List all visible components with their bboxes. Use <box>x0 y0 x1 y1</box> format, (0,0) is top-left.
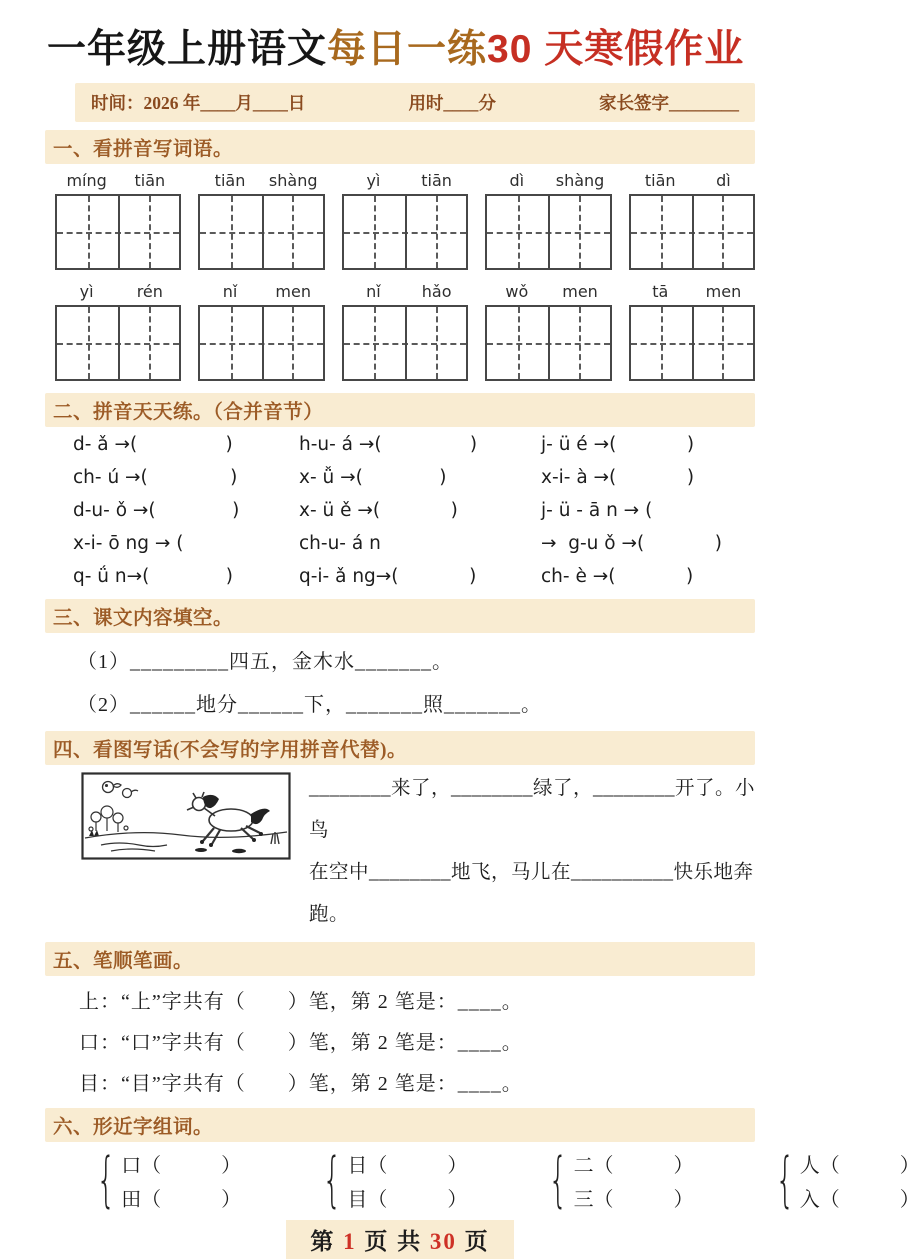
syllable-merge-item: x-i- à →( ) <box>541 466 695 488</box>
fill-blank-line: （2）______地分______下，_______照_______。 <box>77 693 542 716</box>
pinyin-labels <box>198 171 324 190</box>
grid-guide-line <box>518 307 520 379</box>
stroke-order-line: 口：“口”字共有（ ）笔，第 2 笔是：____。 <box>79 1031 523 1054</box>
pinyin-grid-row <box>55 171 755 270</box>
pinyin-word-group <box>55 171 181 270</box>
pinyin-grid-area <box>45 171 755 381</box>
pinyin-labels <box>485 282 611 301</box>
similar-char-row: 田（ ） <box>121 1188 242 1211</box>
pinyin-word-group <box>198 171 324 270</box>
page-title <box>47 28 755 73</box>
section-4-heading: 四、看图写话(不会写的字用拼音代替)。 <box>45 731 755 765</box>
syllable-merge-row <box>73 434 755 455</box>
section-similar-chars <box>45 1108 920 1215</box>
similar-char-row: 入（ ） <box>799 1188 920 1211</box>
pinyin-word-group <box>342 171 468 270</box>
pinyin-syllable: shàng <box>555 170 605 190</box>
writing-grid <box>629 305 755 381</box>
grid-guide-line <box>374 196 376 268</box>
stroke-order-line: 目：“目”字共有（ ）笔，第 2 笔是：____。 <box>79 1072 523 1095</box>
syllable-merge-item: ch-u- á n <box>299 532 381 554</box>
pinyin-syllable: tā <box>652 281 669 301</box>
similar-char-row: 二（ ） <box>573 1154 694 1177</box>
pinyin-labels <box>629 171 755 190</box>
pinyin-word-group <box>485 171 611 270</box>
picture-writing-line: 在空中________地飞，马儿在__________快乐地奔跑。 <box>309 861 754 925</box>
brace: { <box>96 1144 116 1215</box>
similar-char-column <box>121 1149 241 1212</box>
date-field: 时间：2026 年____月____日 <box>91 92 306 113</box>
grid-guide-line <box>405 196 407 268</box>
section-picture-writing <box>45 731 755 936</box>
syllable-merge-item: d- ǎ →( ) <box>73 433 233 455</box>
similar-char-column <box>800 1149 920 1212</box>
pinyin-syllable: men <box>275 281 311 301</box>
grid-guide-line <box>292 196 294 268</box>
grid-guide-line <box>661 196 663 268</box>
grid-guide-line <box>292 307 294 379</box>
pinyin-syllable: yì <box>366 170 381 190</box>
section-text-fill <box>45 599 755 717</box>
pinyin-syllable: nǐ <box>366 281 381 301</box>
similar-char-column <box>347 1149 467 1212</box>
grid-guide-line <box>722 196 724 268</box>
pinyin-syllable: wǒ <box>505 281 529 301</box>
fill-blank-line: （1）_________四五，金木水_______。 <box>77 650 453 673</box>
writing-grid <box>485 194 611 270</box>
syllable-merge-item: q- ǘ n→( ) <box>73 565 234 587</box>
pinyin-syllable: dì <box>716 170 731 190</box>
syllable-merge-row <box>73 533 755 554</box>
title-daily-part: 每日一练 <box>327 28 488 71</box>
grid-guide-line <box>88 307 90 379</box>
pinyin-labels <box>55 282 181 301</box>
grid-guide-line <box>436 196 438 268</box>
footer-text: 页 <box>456 1228 490 1254</box>
pinyin-syllable: míng <box>66 170 107 190</box>
pinyin-syllable: tiān <box>214 170 246 190</box>
syllable-merge-row <box>73 566 755 587</box>
pinyin-syllable: yì <box>79 281 94 301</box>
grid-guide-line <box>231 196 233 268</box>
grid-guide-line <box>548 196 550 268</box>
similar-char-group <box>87 1144 242 1215</box>
total-page-number: 30 <box>429 1228 457 1254</box>
pinyin-syllable: nǐ <box>222 281 238 301</box>
pinyin-grid-row <box>55 282 755 381</box>
picture-writing-line: ________来了，________绿了，________开了。小鸟 <box>309 777 756 841</box>
grid-guide-line <box>374 307 376 379</box>
grid-guide-line <box>149 307 151 379</box>
grid-guide-line <box>436 307 438 379</box>
grid-guide-line <box>579 196 581 268</box>
section-1-heading: 一、看拼音写词语。 <box>45 130 755 164</box>
fill-blank-area <box>45 645 755 717</box>
syllable-merge-row <box>73 500 755 521</box>
grid-guide-line <box>518 196 520 268</box>
horse-meadow-illustration <box>81 772 291 860</box>
pinyin-syllable: dì <box>509 170 525 190</box>
footer-text: 页 共 <box>356 1228 430 1254</box>
similar-char-column <box>574 1149 694 1212</box>
writing-grid <box>55 194 181 270</box>
writing-grid <box>342 305 468 381</box>
pinyin-labels <box>342 282 468 301</box>
writing-grid <box>198 194 324 270</box>
pinyin-word-group <box>198 282 324 381</box>
pinyin-word-group <box>629 171 755 270</box>
pinyin-syllable: rén <box>136 281 163 301</box>
syllable-merge-item: d-u- ǒ →( ) <box>73 499 240 521</box>
page-footer <box>45 1220 755 1259</box>
syllable-merge-row <box>73 467 755 488</box>
stroke-order-area <box>45 985 755 1096</box>
writing-grid <box>198 305 324 381</box>
pinyin-word-group <box>485 282 611 381</box>
brace: { <box>775 1144 795 1215</box>
grid-guide-line <box>262 307 264 379</box>
similar-char-group <box>766 1144 920 1215</box>
syllable-merge-item: x-i- ō ng → ( <box>73 532 184 554</box>
footer-text: 第 <box>310 1228 344 1254</box>
section-3-heading: 三、课文内容填空。 <box>45 599 755 633</box>
similar-char-row: 三（ ） <box>573 1188 694 1211</box>
syllable-merge-item: x- ü ě →( ) <box>299 499 458 521</box>
writing-grid <box>342 194 468 270</box>
pinyin-labels <box>485 171 611 190</box>
picture-writing-content <box>81 772 755 936</box>
pinyin-word-group <box>342 282 468 381</box>
similar-char-group <box>539 1144 694 1215</box>
grid-guide-line <box>548 307 550 379</box>
brace: { <box>322 1144 342 1215</box>
pinyin-labels <box>342 171 468 190</box>
writing-grid <box>485 305 611 381</box>
pinyin-syllable: shàng <box>268 170 318 190</box>
stroke-order-line: 上：“上”字共有（ ）笔，第 2 笔是：____。 <box>79 990 523 1013</box>
grid-guide-line <box>722 307 724 379</box>
title-grade-part: 一年级上册语文 <box>47 28 328 71</box>
title-holiday-part: 30 天寒假作业 <box>487 28 745 71</box>
section-stroke-order <box>45 942 755 1096</box>
pinyin-syllable: men <box>562 281 598 301</box>
grid-guide-line <box>88 196 90 268</box>
syllable-merge-item: h-u- á →( ) <box>299 433 478 455</box>
section-6-heading: 六、形近字组词。 <box>45 1108 755 1142</box>
syllable-merge-item: ch- è →( ) <box>541 565 694 587</box>
pinyin-syllable: tiān <box>421 170 452 190</box>
writing-grid <box>55 305 181 381</box>
grid-guide-line <box>692 307 694 379</box>
similar-char-row: 日（ ） <box>347 1154 468 1177</box>
pinyin-labels <box>55 171 181 190</box>
writing-grid <box>629 194 755 270</box>
duration-field: 用时____分 <box>408 92 496 113</box>
pinyin-labels <box>198 282 324 301</box>
similar-char-row: 人（ ） <box>799 1154 920 1177</box>
section-5-heading: 五、笔顺笔画。 <box>45 942 755 976</box>
grid-guide-line <box>149 196 151 268</box>
section-pinyin-words <box>45 130 755 381</box>
current-page-number: 1 <box>343 1228 357 1254</box>
page-indicator <box>286 1220 513 1259</box>
grid-guide-line <box>661 307 663 379</box>
grid-guide-line <box>579 307 581 379</box>
syllable-merge-item: j- ü é →( ) <box>541 433 695 455</box>
pinyin-syllable: tiān <box>644 170 676 190</box>
syllable-merge-area <box>45 434 755 587</box>
similar-char-area <box>87 1144 920 1215</box>
grid-guide-line <box>262 196 264 268</box>
brace: { <box>548 1144 569 1215</box>
signature-field: 家长签字________ <box>599 92 739 113</box>
grid-guide-line <box>118 196 120 268</box>
syllable-merge-item: j- ü - ā n → ( <box>541 499 653 521</box>
similar-char-group <box>313 1144 468 1215</box>
grid-guide-line <box>405 307 407 379</box>
grid-guide-line <box>118 307 120 379</box>
syllable-merge-item: ch- ú →( ) <box>73 466 238 488</box>
section-2-heading: 二、拼音天天练。（合并音节） <box>45 393 755 427</box>
info-bar <box>75 83 755 122</box>
syllable-merge-item: q-i- ǎ ng→( ) <box>299 565 477 587</box>
picture-writing-lines <box>309 768 755 936</box>
syllable-merge-item: x- ǚ →( ) <box>299 466 447 488</box>
section-syllable-merge <box>45 393 755 587</box>
syllable-merge-item: → g-u ǒ →( ) <box>541 532 722 554</box>
pinyin-word-group <box>629 282 755 381</box>
similar-char-row: 目（ ） <box>347 1188 468 1211</box>
pinyin-syllable: hǎo <box>421 281 452 301</box>
pinyin-labels <box>629 282 755 301</box>
pinyin-syllable: men <box>705 281 742 301</box>
pinyin-syllable: tiān <box>134 170 166 190</box>
similar-char-row: 口（ ） <box>121 1154 242 1177</box>
grid-guide-line <box>231 307 233 379</box>
pinyin-word-group <box>55 282 181 381</box>
grid-guide-line <box>692 196 694 268</box>
